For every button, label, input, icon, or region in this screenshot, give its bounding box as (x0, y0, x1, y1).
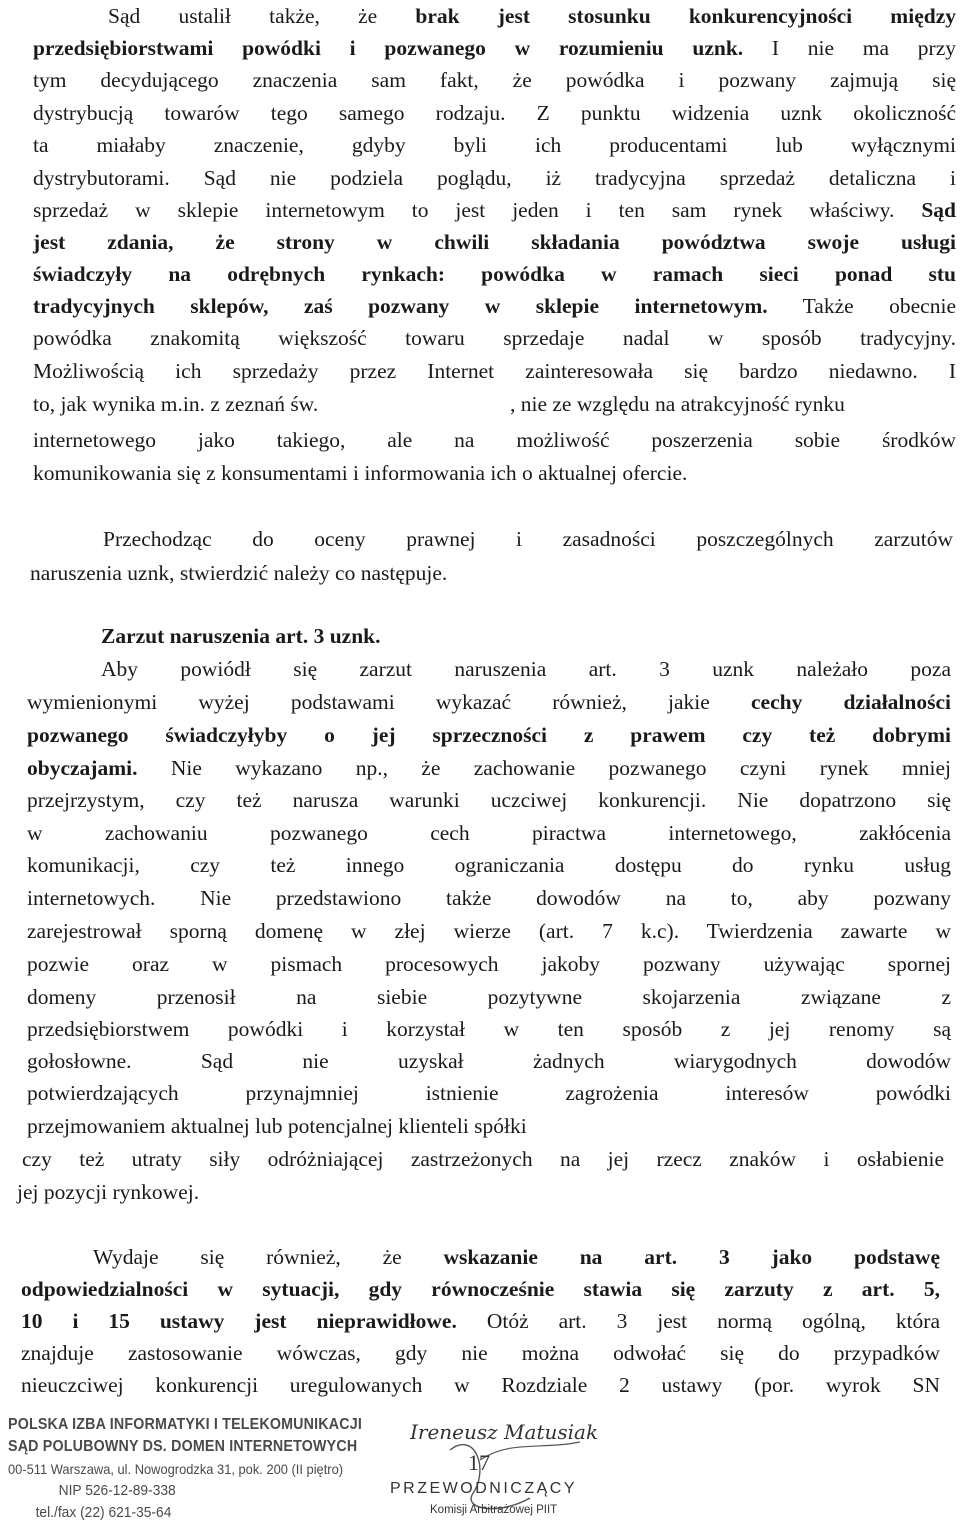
text-line: pozwie oraz w pismach procesowych jakoby pozwany używając spornej (27, 952, 951, 976)
stamp-line: SĄD POLUBOWNY DS. DOMEN INTERNETOWYCH (8, 1438, 358, 1455)
text-line: przejrzystym, czy też narusza warunki uczciwej konkurencji. Nie dopatrzono się (27, 788, 951, 812)
text-line: komunikacji, czy też innego ograniczania dostępu do rynku usług (27, 853, 951, 877)
organization-stamp (8, 1414, 363, 1524)
text-line: odpowiedzialności w sytuacji, gdy równocześnie stawia się zarzuty z art. 5, (21, 1277, 940, 1301)
text-line: Przechodząc do oceny prawnej i zasadności poszczególnych zarzutów (103, 527, 953, 551)
stamp-line: 00-511 Warszawa, ul. Nowogrodzka 31, pok. 200 (II piętro) (8, 1461, 344, 1477)
text-line: internetowych. Nie przedstawiono także dowodów na to, aby pozwany (27, 886, 951, 910)
stamp-line: tel./fax (22) 621-35-64 (35, 1504, 172, 1521)
text-line: czy też utraty siły odróżniającej zastrzeżonych na jej rzecz znaków i osłabienie (22, 1147, 944, 1171)
signature-title: PRZEWODNICZĄCY (390, 1480, 577, 1497)
text-line: to, jak wynika m.in. z zeznań św. (33, 392, 319, 416)
text-line: tradycyjnych sklepów, zaś pozwany w sklepie internetowym. Także obecnie (33, 294, 956, 318)
section-heading: Zarzut naruszenia art. 3 uznk. (101, 624, 381, 648)
page-number: 17 (468, 1450, 490, 1475)
text-line: gołosłowne. Sąd nie uzyskał żadnych wiarygodnych dowodów (27, 1049, 951, 1073)
text-line: tym decydującego znaczenia sam fakt, że powódka i pozwany zajmują się (33, 68, 956, 92)
text-line: komunikowania się z konsumentami i informowania ich o aktualnej ofercie. (33, 461, 688, 485)
stamp-line: POLSKA IZBA INFORMATYKI I TELEKOMUNIKACJI (8, 1416, 363, 1433)
text-line: przedsiębiorstwami powódki i pozwanego w rozumieniu uznk. I nie ma przy (33, 36, 956, 60)
text-line: domeny przenosił na siebie pozytywne skojarzenia związane z (27, 985, 951, 1009)
text-line: Możliwością ich sprzedaży przez Internet zainteresowała się bardzo niedawno. I (33, 359, 956, 383)
text-line: Sąd ustalił także, że brak jest stosunku konkurencyjności między (108, 4, 956, 28)
text-line: świadczyły na odrębnych rynkach: powódka w ramach sieci ponad stu (33, 262, 956, 286)
text-line: internetowego jako takiego, ale na możliwość poszerzenia sobie środków (33, 428, 956, 452)
signature-block (380, 1420, 620, 1524)
text-line: jest zdania, że strony w chwili składania powództwa swoje usługi (33, 230, 956, 254)
text-line: znajduje zastosowanie wówczas, gdy nie można odwołać się do przypadków (21, 1341, 940, 1365)
signature-subtitle: Komisji Arbitrażowej PIIT (430, 1504, 558, 1516)
text-line: obyczajami. Nie wykazano np., że zachowanie pozwanego czyni rynek mniej (27, 756, 951, 780)
text-line: zarejestrował sporną domenę w złej wierze (art. 7 k.c). Twierdzenia zawarte w (27, 919, 951, 943)
text-line: nieuczciwej konkurencji uregulowanych w Rozdziale 2 ustawy (por. wyrok SN (21, 1373, 940, 1397)
text-line: w zachowaniu pozwanego cech piractwa internetowego, zakłócenia (27, 821, 951, 845)
stamp-line: NIP 526-12-89-338 (58, 1482, 176, 1499)
text-line: jej pozycji rynkowej. (17, 1180, 200, 1204)
text-line: przedsiębiorstwem powódki i korzystał w ten sposób z jej renomy są (27, 1017, 951, 1041)
text-line: dystrybutorami. Sąd nie podziela poglądu, iż tradycyjna sprzedaż detaliczna i (33, 166, 956, 190)
text-line: 10 i 15 ustawy jest nieprawidłowe. Otóż art. 3 jest normą ogólną, która (21, 1309, 941, 1333)
text-line: naruszenia uznk, stwierdzić należy co następuje. (30, 561, 448, 585)
text-line: przejmowaniem aktualnej lub potencjalnej klienteli spółki (27, 1114, 527, 1138)
text-line: pozwanego świadczyłyby o jej sprzeczności z prawem czy też dobrymi (27, 723, 951, 747)
text-line: Aby powiódł się zarzut naruszenia art. 3 uznk należało poza (101, 657, 951, 681)
text-line: , nie ze względu na atrakcyjność rynku (510, 392, 845, 416)
text-line: dystrybucją towarów tego samego rodzaju. Z punktu widzenia uznk okoliczność (33, 101, 956, 125)
text-line: sprzedaż w sklepie internetowym to jest jeden i ten sam rynek właściwy. Sąd (33, 198, 956, 222)
text-line: powódka znakomitą większość towaru sprzedaje nadal w sposób tradycyjny. (33, 326, 956, 350)
text-line: Wydaje się również, że wskazanie na art. 3 jako podstawę (93, 1245, 940, 1269)
text-line: wymienionymi wyżej podstawami wykazać również, jakie cechy działalności (27, 690, 951, 714)
signature-name: Ireneusz Matusiak (410, 1420, 599, 1444)
text-line: ta miałaby znaczenie, gdyby byli ich producentami lub wyłącznymi (33, 133, 956, 157)
text-line: potwierdzających przynajmniej istnienie zagrożenia interesów powódki (27, 1081, 951, 1105)
